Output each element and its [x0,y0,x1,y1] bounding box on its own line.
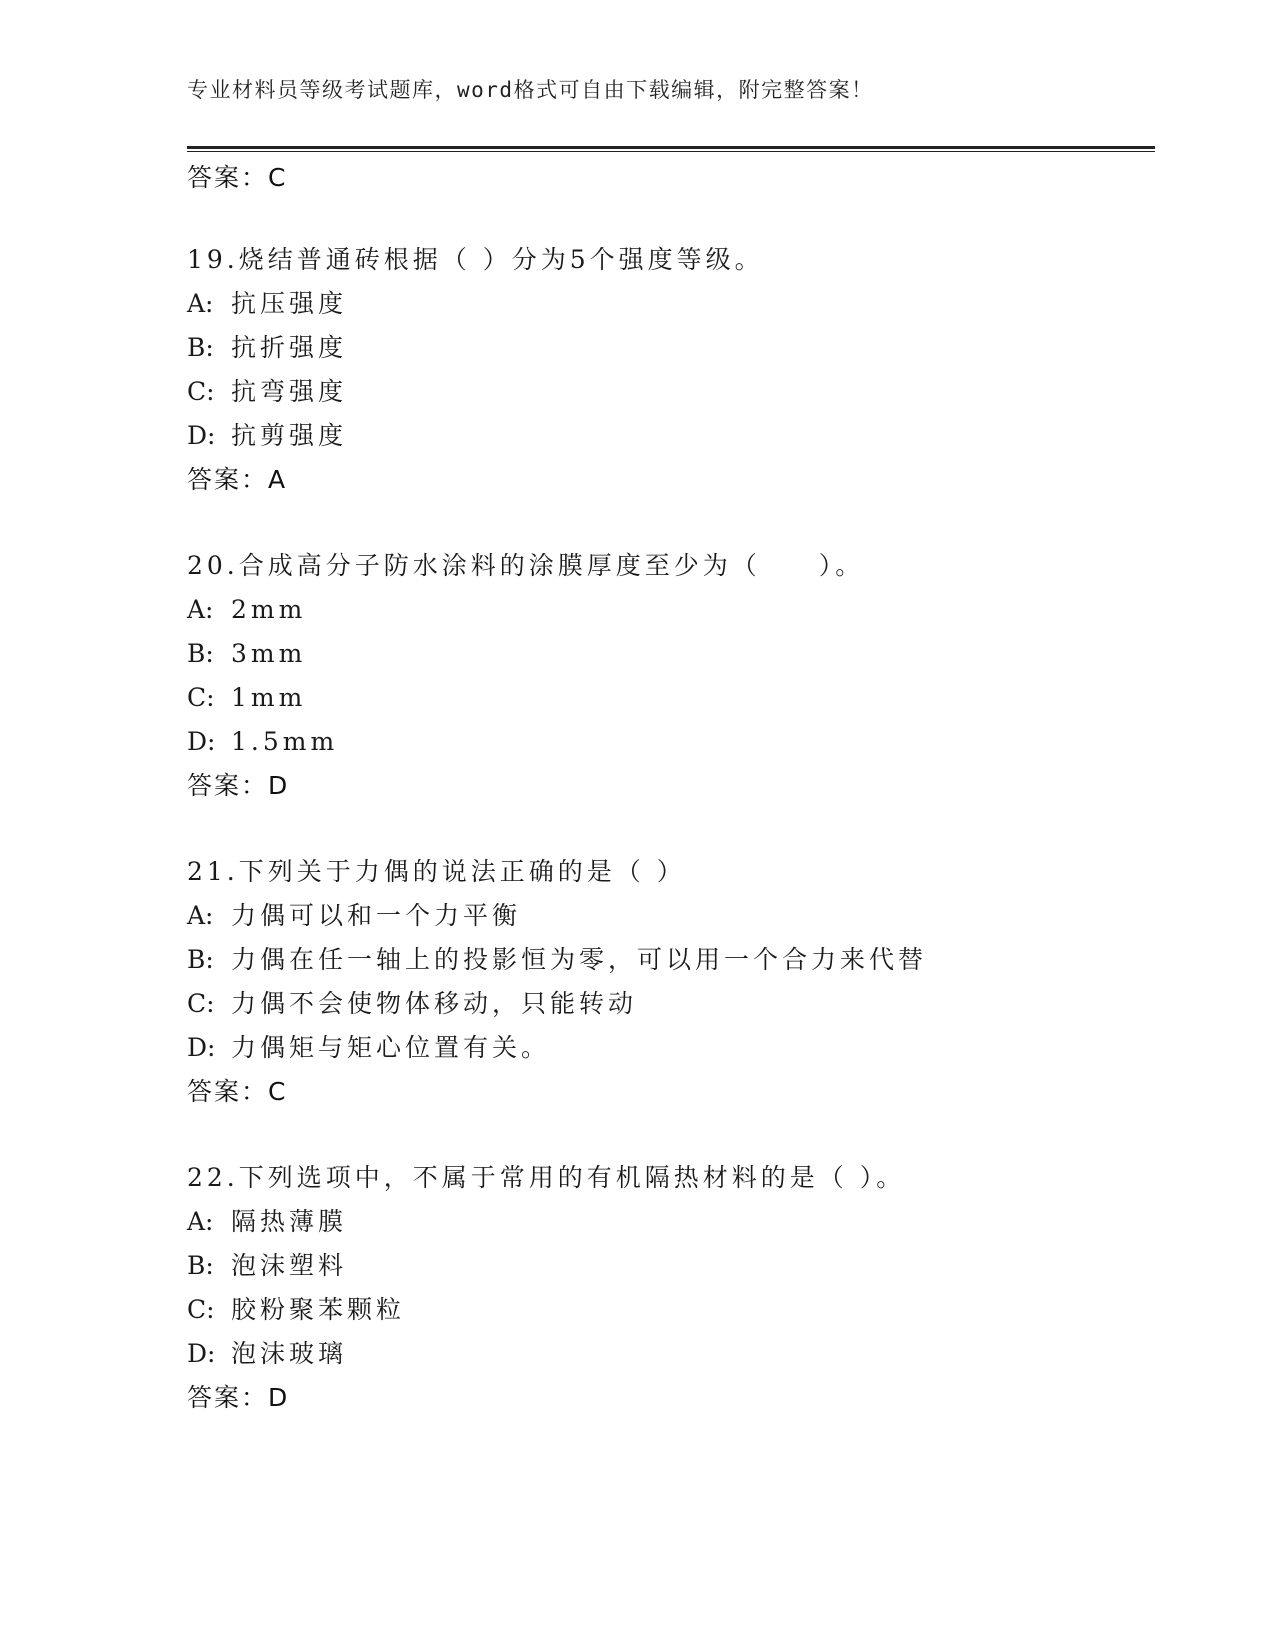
option-letter: D: [187,1033,216,1062]
question-20-answer: 答案：D [187,771,290,800]
option-text: 抗弯强度 [231,377,348,406]
question-22-answer: 答案：D [187,1383,290,1412]
question-22-option-b [187,1250,347,1282]
question-20-option-a [187,594,306,626]
question-21-stem: 21.下列关于力偶的说法正确的是（ ） [187,857,686,886]
question-22-stem: 22.下列选项中，不属于常用的有机隔热材料的是（ ）。 [187,1163,906,1192]
option-letter: C: [187,989,215,1018]
option-text: 胶粉聚苯颗粒 [231,1295,406,1324]
question-19-option-b [187,332,347,364]
question-19-option-c [187,376,347,408]
option-letter: C: [187,1295,215,1324]
header-divider-thick [187,146,1155,149]
option-letter: B: [187,945,214,974]
question-19-option-a [187,288,347,320]
option-letter: B: [187,333,214,362]
question-22-option-a [187,1206,347,1238]
option-letter: A: [187,901,214,930]
option-text: 抗压强度 [231,289,348,318]
option-letter: C: [187,377,215,406]
option-letter: B: [187,639,214,668]
header-divider [187,146,1155,153]
option-letter: D: [187,421,216,450]
option-text: 抗折强度 [231,333,348,362]
question-20-option-d [187,726,338,758]
question-21-answer: 答案：C [187,1077,288,1106]
header-divider-thin [187,151,1155,152]
question-21-option-d [187,1032,550,1064]
option-text: 力偶可以和一个力平衡 [231,901,522,930]
question-22-option-d [187,1338,347,1370]
option-text: 3mm [231,639,307,668]
question-22-option-c [187,1294,405,1326]
question-19-option-d [187,420,347,452]
option-letter: A: [187,289,214,318]
option-letter: D: [187,727,216,756]
option-letter: C: [187,683,215,712]
option-text: 抗剪强度 [231,421,348,450]
option-letter: A: [187,1207,214,1236]
question-21-option-b [187,944,927,976]
previous-answer: 答案：C [187,163,288,192]
option-letter: A: [187,595,214,624]
option-text: 泡沫玻璃 [231,1339,348,1368]
option-letter: D: [187,1339,216,1368]
question-20-option-b [187,638,306,670]
option-text: 泡沫塑料 [231,1251,348,1280]
option-text: 力偶不会使物体移动，只能转动 [231,989,638,1018]
option-text: 隔热薄膜 [231,1207,348,1236]
option-text: 力偶矩与矩心位置有关。 [231,1033,551,1062]
option-text: 1.5mm [231,727,339,756]
page-header-text: 专业材料员等级考试题库，word格式可自由下载编辑，附完整答案！ [187,78,874,102]
question-19-answer: 答案：A [187,465,288,494]
question-21-option-a [187,900,521,932]
option-text: 1mm [231,683,307,712]
option-text: 2mm [231,595,307,624]
option-letter: B: [187,1251,214,1280]
question-21-option-c [187,988,637,1020]
question-20-stem: 20.合成高分子防水涂料的涂膜厚度至少为（ ）。 [187,551,865,580]
option-text: 力偶在任一轴上的投影恒为零，可以用一个合力来代替 [231,945,928,974]
question-20-option-c [187,682,306,714]
question-19-stem: 19.烧结普通砖根据（ ）分为5个强度等级。 [187,245,764,274]
